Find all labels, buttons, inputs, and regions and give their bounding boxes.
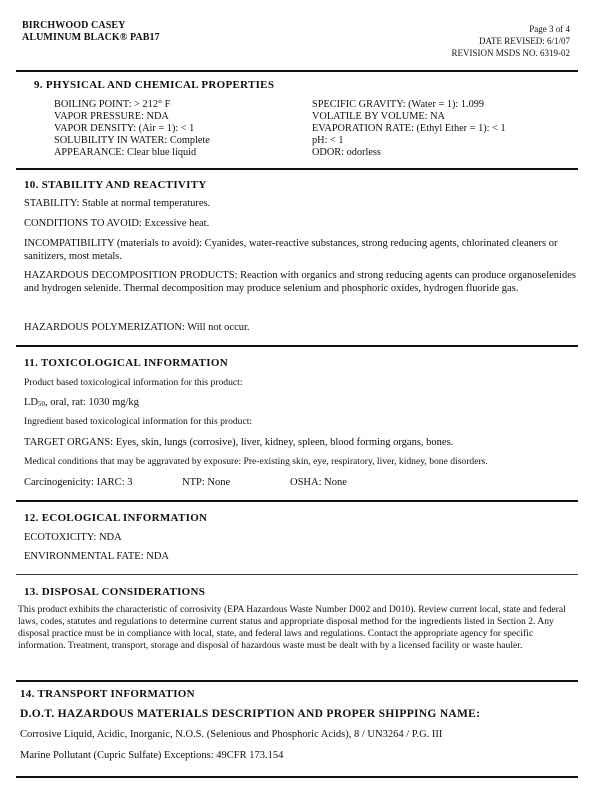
ld-prefix: LD <box>24 397 38 408</box>
stability: STABILITY: Stable at normal temperatures. <box>24 198 211 209</box>
section-11-title: 11. TOXICOLOGICAL INFORMATION <box>24 357 228 369</box>
dot-heading: D.O.T. HAZARDOUS MATERIALS DESCRIPTION AND PROPER SHIPPING NAME: <box>20 708 481 720</box>
ingredient-based-tox: Ingredient based toxicological information for this product: <box>24 416 253 427</box>
target-organs: TARGET ORGANS: Eyes, skin, lungs (corrosive), liver, kidney, spleen, blood forming organs, bones. <box>24 437 454 448</box>
ph: pH: < 1 <box>312 135 344 146</box>
divider <box>16 500 578 502</box>
incompatibility: INCOMPATIBILITY (materials to avoid): Cyanides, water-reactive substances, strong reducing agents, chlorinated cleaners or sanitizers, most metals. <box>24 238 558 262</box>
decomposition-products: HAZARDOUS DECOMPOSITION PRODUCTS: Reaction with organics and strong reducing agents can produce organoselenides and hydrogen selenide. Thermal decomposition may produce selenium and phosphoric oxides, hydrogen fluoride gas. <box>24 270 576 294</box>
boiling-point: BOILING POINT: > 212° F <box>54 99 171 110</box>
specific-gravity: SPECIFIC GRAVITY: (Water = 1): 1.099 <box>312 99 485 110</box>
appearance: APPEARANCE: Clear blue liquid <box>54 147 197 158</box>
divider <box>16 776 578 778</box>
section-10-title: 10. STABILITY AND REACTIVITY <box>24 179 207 191</box>
section-13-title: 13. DISPOSAL CONSIDERATIONS <box>24 586 206 598</box>
date-revised: DATE REVISED: 6/1/07 <box>479 36 570 46</box>
marine-pollutant: Marine Pollutant (Cupric Sulfate) Exceptions: 49CFR 173.154 <box>20 750 284 761</box>
solubility: SOLUBILITY IN WATER: Complete <box>54 135 210 146</box>
divider <box>16 680 578 682</box>
ld-value: , oral, rat: 1030 mg/kg <box>45 397 139 408</box>
disposal-text: This product exhibits the characteristic of corrosivity (EPA Hazardous Waste Number D002 and D010). Review current local, state and federal laws, codes, statutes and regulations to determine current status and appropriate disposal method for the ingredients listed in Section 2. Any disposal practice must be in compliance with local, state, and federal laws and regulations. Contact the appropriate agency for specific information. Treatment, transport, storage and disposal of hazardous waste must be dealt with by a licensed facility or waste hauler. <box>18 604 566 651</box>
section-9-title: 9. PHYSICAL AND CHEMICAL PROPERTIES <box>34 79 275 91</box>
revision-block <box>350 23 570 59</box>
vapor-density: VAPOR DENSITY: (Air = 1): < 1 <box>54 123 195 134</box>
section-12-title: 12. ECOLOGICAL INFORMATION <box>24 512 208 524</box>
carcinogenicity: Carcinogenicity: IARC: 3 <box>24 477 133 488</box>
divider <box>16 168 578 170</box>
divider <box>16 345 578 347</box>
revision-number: REVISION MSDS NO. 6319-02 <box>451 48 570 58</box>
ld-subscript: 50 <box>38 400 45 408</box>
polymerization: HAZARDOUS POLYMERIZATION: Will not occur. <box>24 322 250 333</box>
shipping-name: Corrosive Liquid, Acidic, Inorganic, N.O.S. (Selenious and Phosphoric Acids), 8 / UN3264 / P.G. III <box>20 729 443 740</box>
divider <box>16 70 578 72</box>
volatile-by-volume: VOLATILE BY VOLUME: NA <box>312 111 445 122</box>
company-name: BIRCHWOOD CASEY <box>22 20 126 31</box>
divider <box>16 574 578 575</box>
ld50 <box>24 396 574 411</box>
vapor-pressure: VAPOR PRESSURE: NDA <box>54 111 169 122</box>
section-14-title: 14. TRANSPORT INFORMATION <box>20 688 195 700</box>
evaporation-rate: EVAPORATION RATE: (Ethyl Ether = 1): < 1 <box>312 123 506 134</box>
medical-conditions: Medical conditions that may be aggravated by exposure: Pre-existing skin, eye, respiratory, liver, kidney, bone disorders. <box>24 456 488 467</box>
product-based-tox: Product based toxicological information for this product: <box>24 377 243 388</box>
ntp: NTP: None <box>182 477 231 488</box>
product-name: ALUMINUM BLACK® PAB17 <box>22 32 160 43</box>
ecotoxicity: ECOTOXICITY: NDA <box>24 532 122 543</box>
page-number: Page 3 of 4 <box>529 24 570 34</box>
environmental-fate: ENVIRONMENTAL FATE: NDA <box>24 551 169 562</box>
osha: OSHA: None <box>290 477 347 488</box>
conditions-to-avoid: CONDITIONS TO AVOID: Excessive heat. <box>24 218 210 229</box>
odor: ODOR: odorless <box>312 147 381 158</box>
